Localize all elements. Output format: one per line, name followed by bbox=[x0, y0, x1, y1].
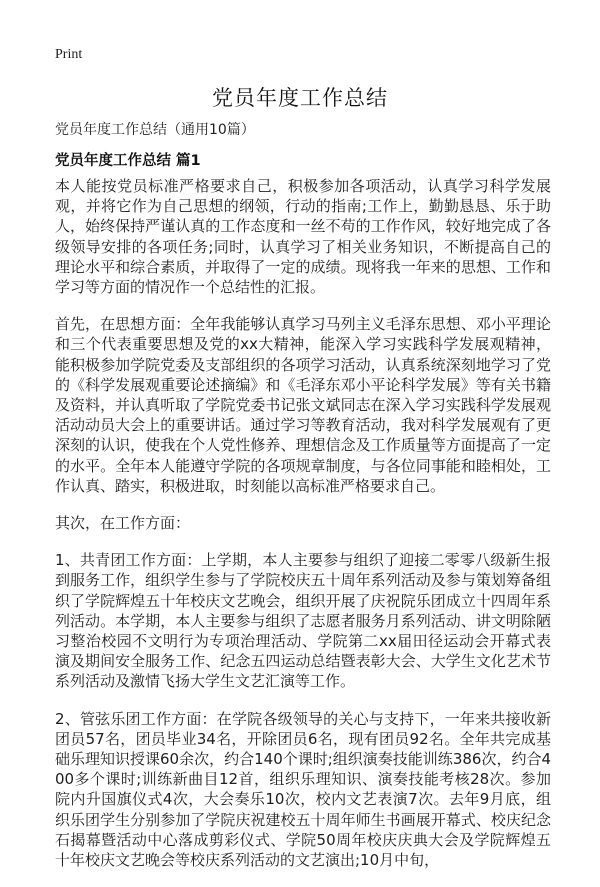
print-label: Print bbox=[55, 47, 83, 62]
page-title: 党员年度工作总结 bbox=[212, 86, 388, 110]
paragraph-work-intro: 其次，在工作方面： bbox=[55, 514, 191, 533]
paragraph-intro: 本人能按党员标准严格要求自己，积极参加各项活动，认真学习科学发展观，并将它作为自己思想的纲领，行动的指南;工作上，勤勤恳恳、乐于助人，始终保持严谨认真的工作态度和一丝不苟的工作作风，较好地完成了各级领导安排的各项任务;同时，认真学习了相关业务知识，不断提高自己的理论水平和综合素质，并取得了一定的成绩。现将我一年来的思想、工作和学习等方面的情况作一个总结性的汇报。 bbox=[55, 177, 551, 297]
paragraph-orchestra: 2、管弦乐团工作方面：在学院各级领导的关心与支持下，一年来共接收新团员57名，团员毕业34名，开除团员6名，现有团员92名。全年共完成基础乐理知识授课60余次，约合140个课时;组织演奏技能训练386次，约合400多个课时;训练新曲目12首，组织乐理知识、演奏技能考核28次。参加院内升国旗仪式4次，大会奏乐10次，校内文艺表演7次。去年9月底，组织乐团学生分别参加了学院庆祝建校五十周年师生书画展开幕式、校庆纪念石揭幕暨活动中心落成剪彩仪式、学院50周年校庆庆典大会及学院辉煌五十年校庆文艺晚会等校庆系列活动的文艺演出;10月中旬， bbox=[55, 709, 551, 870]
document-body bbox=[55, 176, 551, 887]
paragraph-thought: 首先，在思想方面：全年我能够认真学习马列主义毛泽东思想、邓小平理论和三个代表重要思想及党的xx大精神，能深入学习实践科学发展观精神，能积极参加学院党委及支部组织的各项学习活动，认真系统深刻地学习了党的《科学发展观重要论述摘编》和《毛泽东邓小平论科学发展》等有关书籍及资料，并认真听取了学院党委书记张文斌同志在深入学习实践科学发展观活动动员大会上的重要讲话。通过学习等教育活动，我对科学发展观有了更深刻的认识，使我在个人党性修养、理想信念及工作质量等方面提高了一定的水平。全年本人能遵守学院的各项规章制度，与各位同事能和睦相处，工作认真、踏实，积极进取，时刻能以高标准严格要求自己。 bbox=[55, 315, 551, 495]
document-subtitle: 党员年度工作总结（通用10篇） bbox=[55, 122, 255, 138]
paragraph-youth-league: 1、共青团工作方面：上学期，本人主要参与组织了迎接二零零八级新生报到服务工作，组织学生参与了学院校庆五十周年系列活动及参与策划筹备组织了学院辉煌五十年校庆文艺晚会，组织开展了庆祝院乐团成立十四周年系列活动。本学期，本人主要参与组织了志愿者服务月系列活动、讲文明除陋习整治校园不文明行为专项治理活动、学院第二xx届田径运动会开幕式表演及期间安全服务工作、纪念五四运动总结暨表彰大会、大学生文化艺术节系列活动及激情飞扬大学生文艺汇演等工作。 bbox=[55, 551, 551, 691]
section-heading: 党员年度工作总结 篇1 bbox=[55, 153, 201, 169]
